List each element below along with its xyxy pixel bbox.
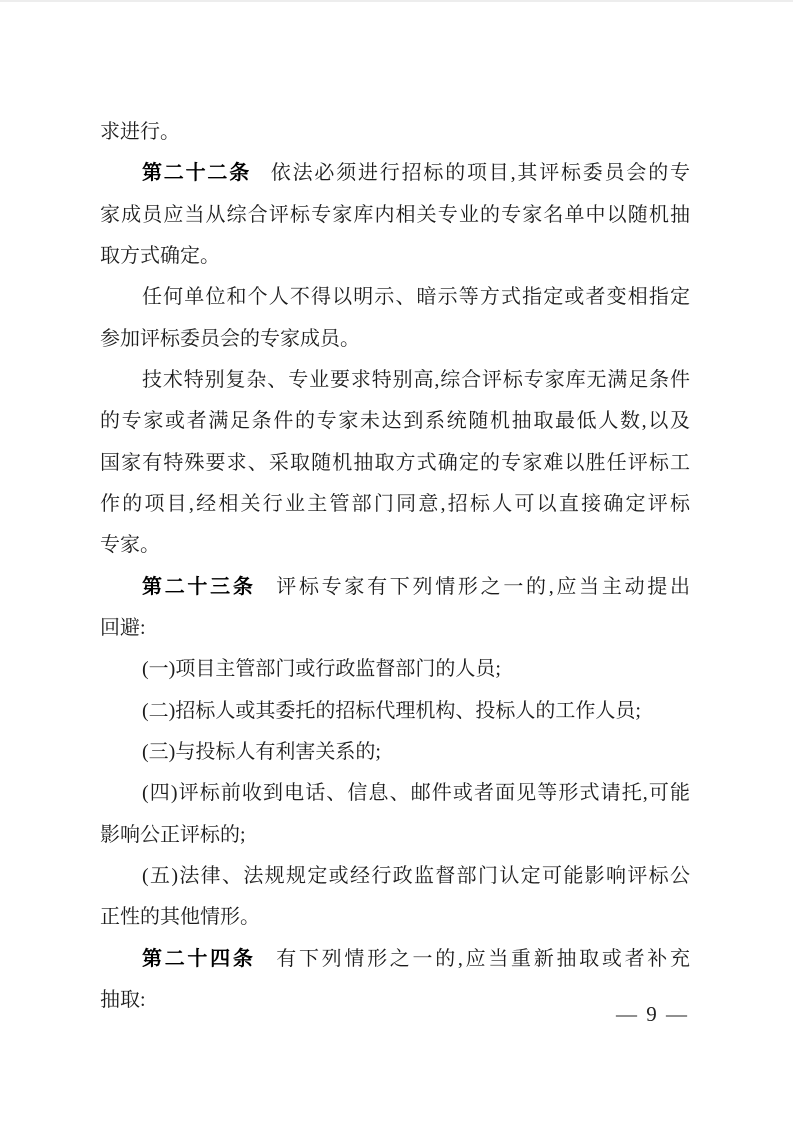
line-text: 国家有特殊要求、采取随机抽取方式确定的专家难以胜任评标工 bbox=[100, 451, 690, 474]
list-item-5 bbox=[100, 856, 690, 897]
list-item-3 bbox=[100, 732, 690, 773]
line-text: 抽取: bbox=[100, 988, 146, 1011]
line-text: 作的项目,经相关行业主管部门同意,招标人可以直接确定评标 bbox=[100, 492, 690, 515]
line-text: 依法必须进行招标的项目,其评标委员会的专 bbox=[269, 162, 690, 185]
paragraph-line bbox=[100, 236, 690, 277]
article-number: 第二十二条 bbox=[142, 162, 251, 185]
paragraph-line bbox=[100, 897, 690, 938]
paragraph-line bbox=[100, 815, 690, 856]
line-text: 评标专家有下列情形之一的,应当主动提出 bbox=[273, 575, 691, 598]
line-text: 参加评标委员会的专家成员。 bbox=[100, 327, 360, 350]
line-text: 求进行。 bbox=[100, 121, 180, 143]
line-text: (二)招标人或其委托的招标代理机构、投标人的工作人员; bbox=[142, 699, 641, 722]
line-text: (四)评标前收到电话、信息、邮件或者面见等形式请托,可能 bbox=[142, 782, 690, 805]
paragraph-line bbox=[100, 608, 690, 649]
line-text: 家成员应当从综合评标专家库内相关专业的专家名单中以随机抽 bbox=[100, 203, 690, 226]
paragraph-line bbox=[100, 484, 690, 525]
list-item-2 bbox=[100, 691, 690, 732]
document-body bbox=[100, 112, 690, 1021]
line-text: 回避: bbox=[100, 616, 146, 639]
article-number: 第二十三条 bbox=[142, 575, 256, 598]
paragraph-line bbox=[100, 112, 690, 153]
article-24-heading-line bbox=[100, 939, 690, 980]
paragraph-line bbox=[100, 980, 690, 1021]
paragraph-line bbox=[100, 277, 690, 318]
line-text: 正性的其他情形。 bbox=[100, 906, 260, 929]
paragraph-line bbox=[100, 195, 690, 236]
line-text: (五)法律、法规规定或经行政监督部门认定可能影响评标公 bbox=[142, 864, 690, 887]
article-number: 第二十四条 bbox=[142, 947, 256, 970]
line-text: (三)与投标人有利害关系的; bbox=[142, 740, 381, 763]
line-text: 技术特别复杂、专业要求特别高,综合评标专家库无满足条件 bbox=[142, 368, 690, 391]
paragraph-line bbox=[100, 443, 690, 484]
line-text: (一)项目主管部门或行政监督部门的人员; bbox=[142, 658, 501, 681]
article-23-heading-line bbox=[100, 567, 690, 608]
paragraph-line bbox=[100, 319, 690, 360]
line-text: 任何单位和个人不得以明示、暗示等方式指定或者变相指定 bbox=[142, 286, 690, 309]
list-item-1 bbox=[100, 649, 690, 690]
line-text: 影响公正评标的; bbox=[100, 823, 246, 846]
paragraph-line bbox=[100, 360, 690, 401]
line-text: 专家。 bbox=[100, 534, 160, 557]
article-22-heading-line bbox=[100, 153, 690, 194]
line-text: 的专家或者满足条件的专家未达到系统随机抽取最低人数,以及 bbox=[100, 410, 690, 433]
list-item-4 bbox=[100, 773, 690, 814]
paragraph-line bbox=[100, 401, 690, 442]
line-text: 有下列情形之一的,应当重新抽取或者补充 bbox=[273, 947, 691, 970]
line-text: 取方式确定。 bbox=[100, 244, 220, 267]
paragraph-line bbox=[100, 525, 690, 566]
page-number: — 9 — bbox=[616, 1002, 689, 1026]
